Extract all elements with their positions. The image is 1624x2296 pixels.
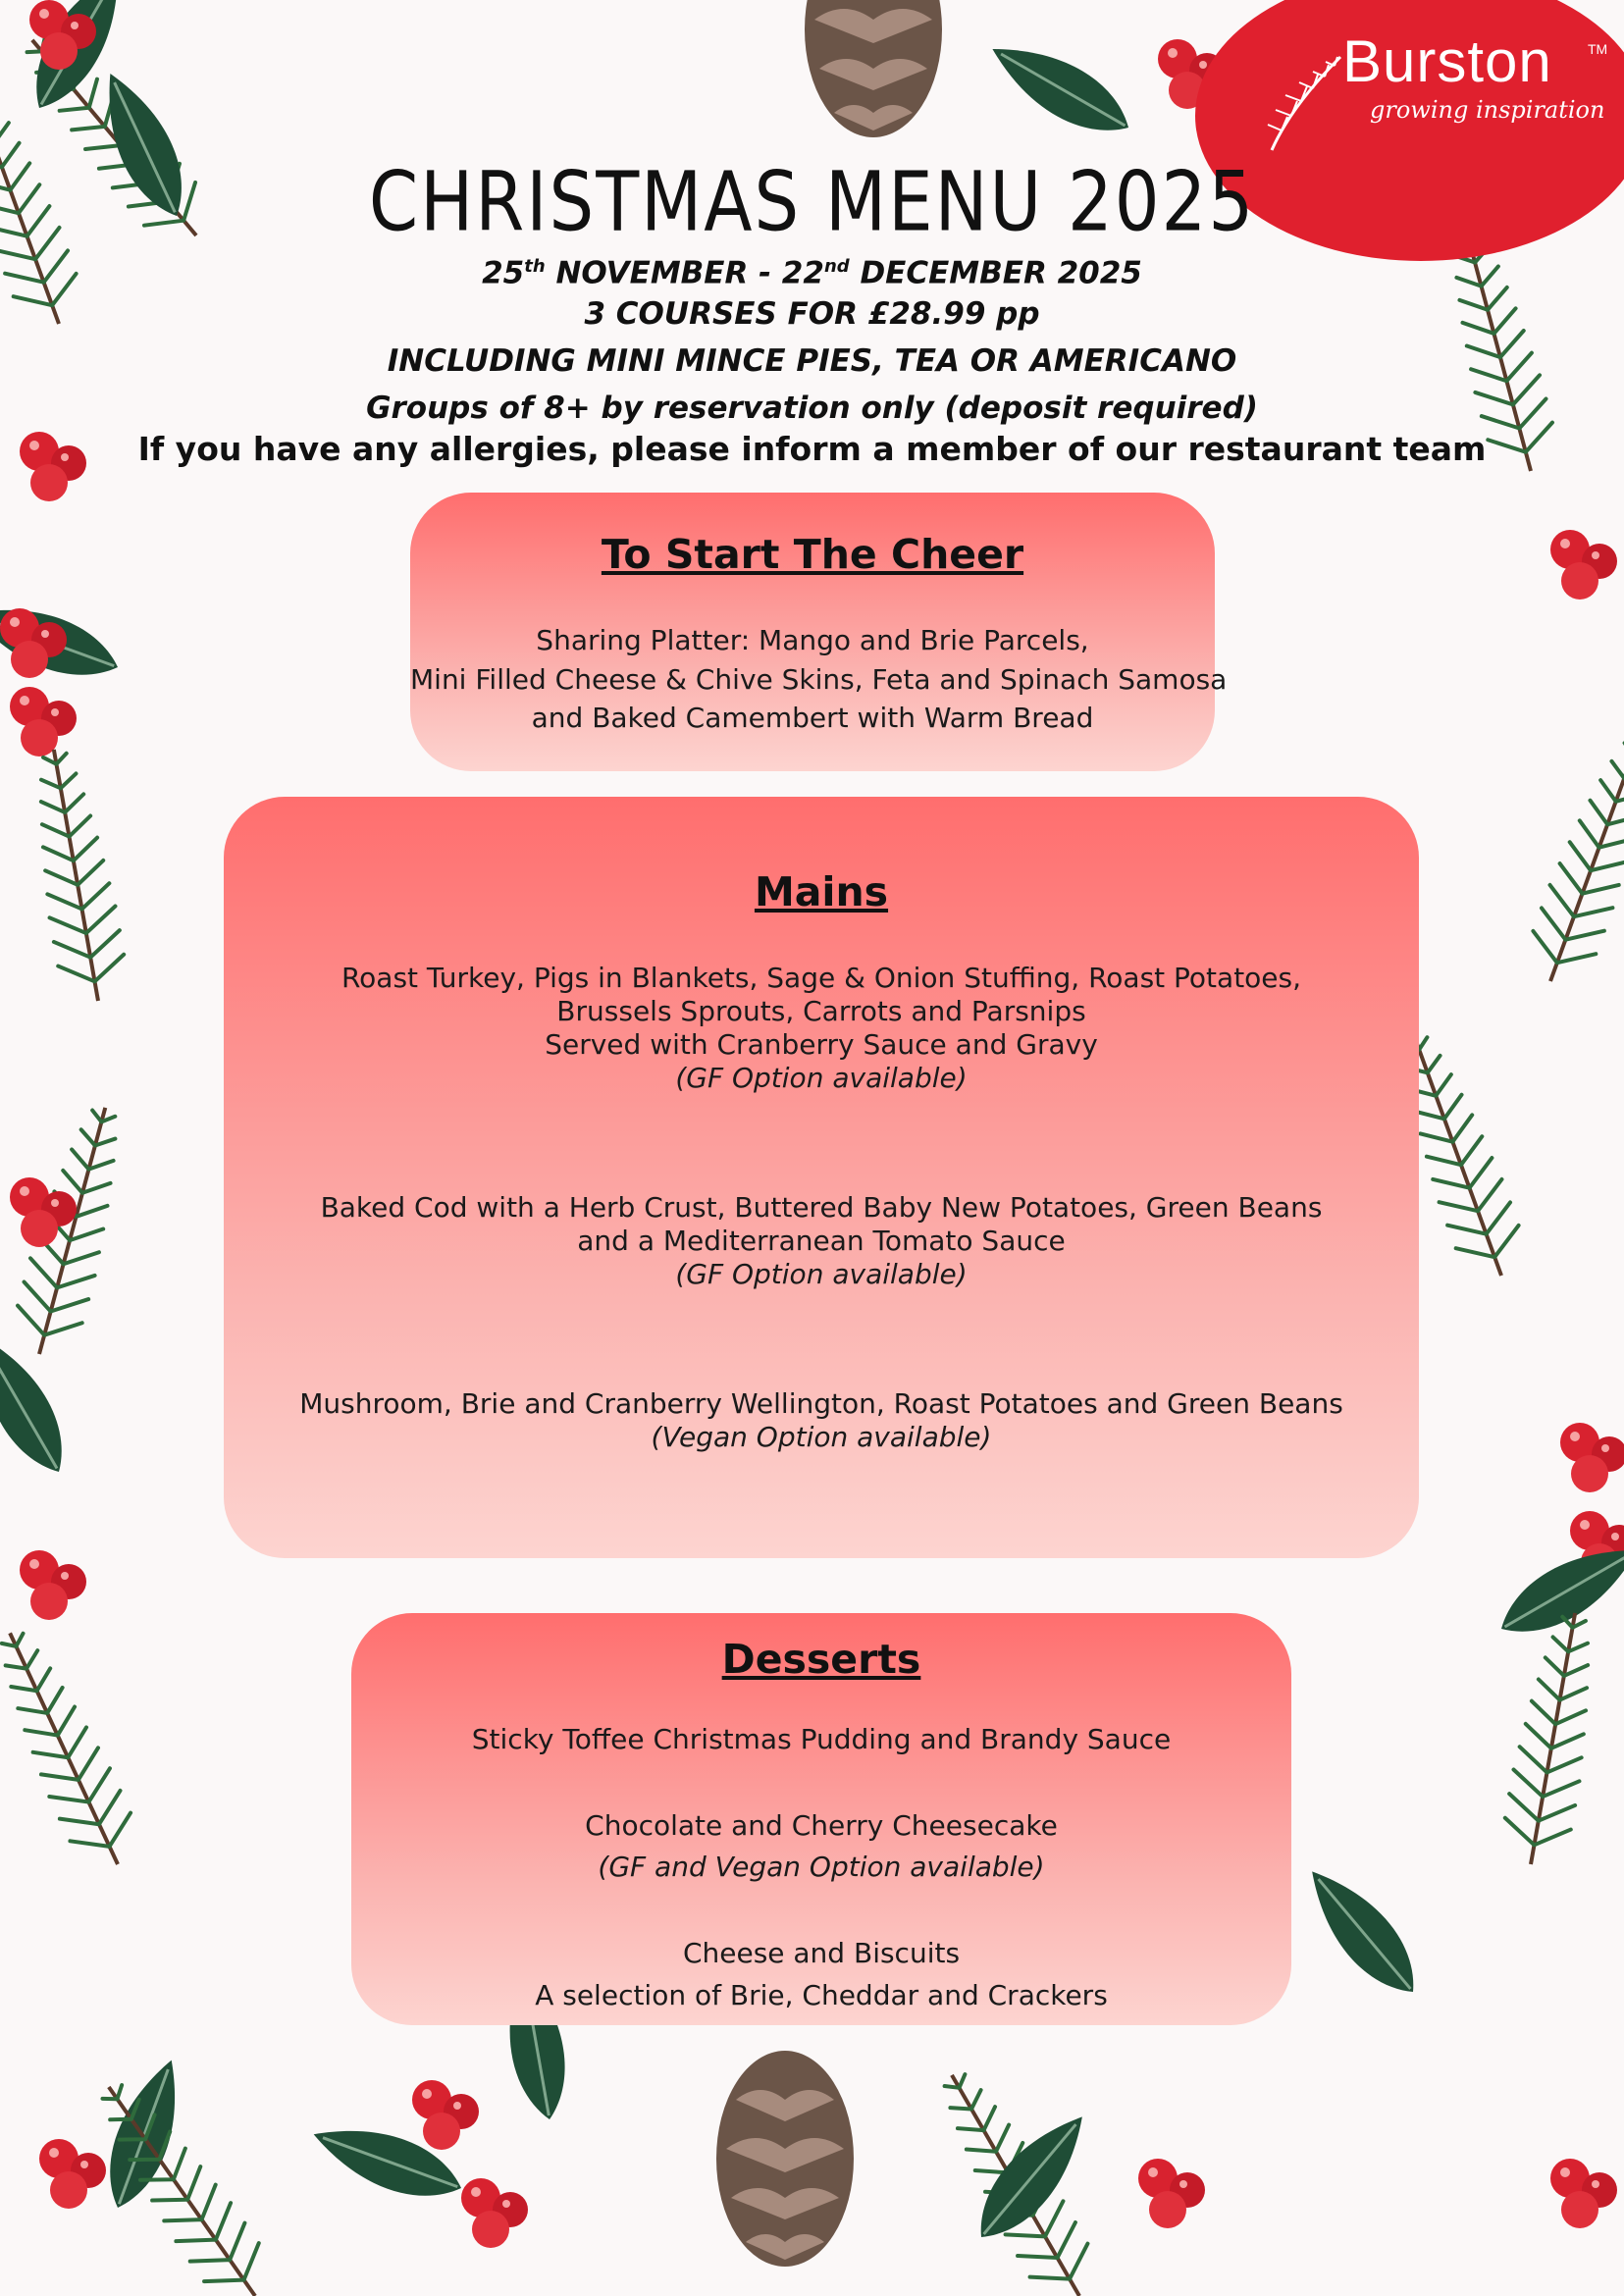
holly-icon xyxy=(979,26,1141,150)
starter-heading: To Start The Cheer xyxy=(601,531,1024,578)
main-turkey-line: Served with Cranberry Sauce and Gravy xyxy=(545,1028,1098,1061)
mains-section xyxy=(224,797,1419,1558)
desserts-heading: Desserts xyxy=(721,1636,921,1683)
berry-icon xyxy=(412,2080,479,2150)
brand-tagline: growing inspiration xyxy=(1370,96,1605,124)
pine-cone-icon xyxy=(805,0,942,137)
brand-name: Burston xyxy=(1342,28,1552,94)
pine-branch-icon xyxy=(0,1619,148,1878)
starter-line: Mini Filled Cheese & Chive Skins, Feta and Spinach Samosa xyxy=(410,663,1228,696)
main-turkey-note: (GF Option available) xyxy=(675,1062,968,1094)
holly-icon xyxy=(962,2100,1102,2253)
date-middle: NOVEMBER - 22 xyxy=(545,255,824,291)
pine-cone-icon xyxy=(716,2051,854,2267)
dessert-cheesecake: Chocolate and Cherry Cheesecake xyxy=(585,1809,1058,1842)
menu-includes: INCLUDING MINI MINCE PIES, TEA OR AMERICANO xyxy=(387,343,1237,379)
date-end: DECEMBER 2025 xyxy=(849,255,1142,291)
mains-heading: Mains xyxy=(754,868,889,915)
berry-icon xyxy=(39,2139,106,2209)
berry-icon xyxy=(461,2178,528,2248)
desserts-section xyxy=(351,1613,1291,2025)
berry-icon xyxy=(1550,530,1617,600)
starter-line: and Baked Camembert with Warm Bread xyxy=(531,702,1094,734)
pine-branch-icon xyxy=(1498,1607,1608,1870)
starter-line: Sharing Platter: Mango and Brie Parcels, xyxy=(536,624,1089,656)
date-start-day: 25 xyxy=(482,255,525,291)
main-wellington-line: Mushroom, Brie and Cranberry Wellington, Roast Potatoes and Green Beans xyxy=(299,1387,1343,1420)
menu-title: CHRISTMAS MENU 2025 xyxy=(368,153,1256,250)
main-turkey-line: Roast Turkey, Pigs in Blankets, Sage & Onion Stuffing, Roast Potatoes, xyxy=(341,962,1302,994)
starter-section xyxy=(410,493,1228,771)
berry-icon xyxy=(1138,2159,1205,2228)
allergy-notice: If you have any allergies, please inform a member of our restaurant team xyxy=(137,430,1487,468)
main-cod-note: (GF Option available) xyxy=(675,1258,968,1290)
berry-icon xyxy=(1560,1423,1624,1492)
berry-icon xyxy=(20,1550,86,1620)
main-cod-line: Baked Cod with a Herb Crust, Buttered Baby New Potatoes, Green Beans xyxy=(320,1191,1323,1224)
group-reservation-note: Groups of 8+ by reservation only (deposit required) xyxy=(366,391,1258,426)
date-end-suffix: nd xyxy=(823,256,850,277)
main-wellington-note: (Vegan Option available) xyxy=(651,1421,992,1453)
menu-price: 3 COURSES FOR £28.99 pp xyxy=(584,296,1040,332)
berry-icon xyxy=(1550,2159,1617,2228)
berry-icon xyxy=(10,687,77,757)
menu-dates xyxy=(0,245,1624,294)
main-cod-line: and a Mediterranean Tomato Sauce xyxy=(577,1225,1066,1257)
pine-branch-icon xyxy=(21,744,131,1007)
dessert-cheesecake-note: (GF and Vegan Option available) xyxy=(598,1851,1045,1883)
dessert-pudding: Sticky Toffee Christmas Pudding and Brandy Sauce xyxy=(471,1723,1172,1755)
dessert-cheese-description: A selection of Brie, Cheddar and Crackers xyxy=(535,1979,1108,2011)
date-start-suffix: th xyxy=(524,256,546,277)
pine-branch-icon xyxy=(1519,730,1624,993)
brand-trademark: TM xyxy=(1588,41,1608,57)
dessert-cheese: Cheese and Biscuits xyxy=(682,1937,961,1969)
main-turkey-line: Brussels Sprouts, Carrots and Parsnips xyxy=(556,995,1086,1027)
holly-icon xyxy=(1292,1854,1433,2008)
